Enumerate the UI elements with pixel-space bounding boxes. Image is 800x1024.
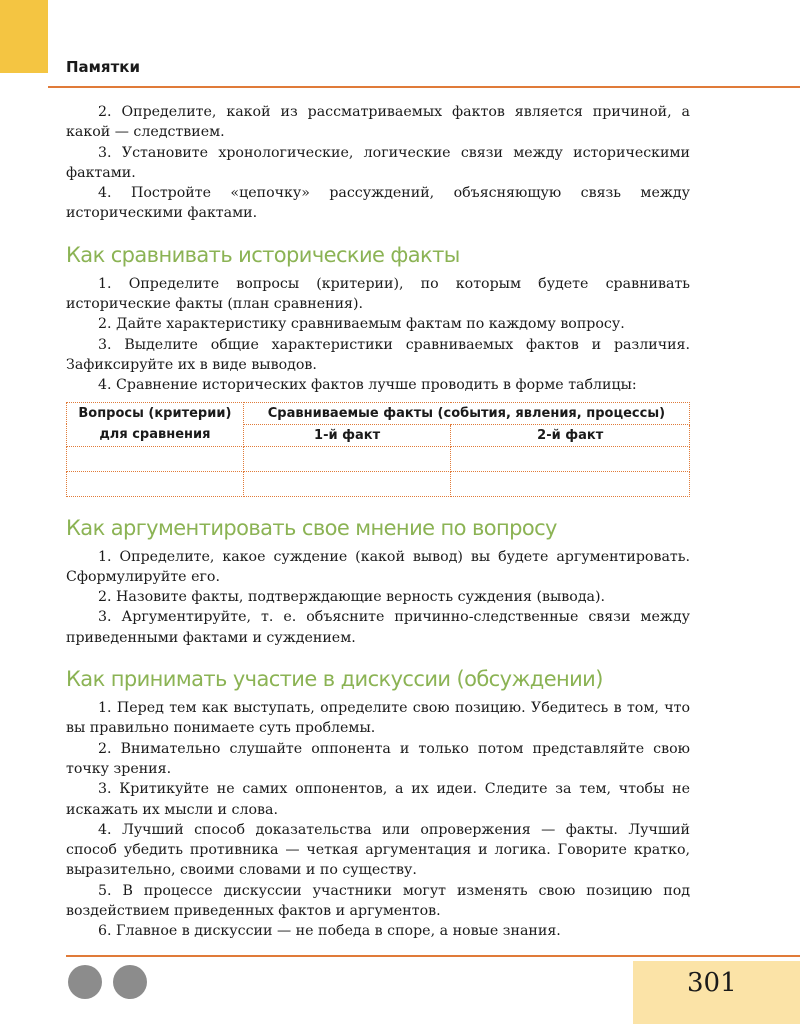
- discussion-item-4: 4. Лучший способ доказательства или опровержения — факты. Лучший способ убедить противника — четкая аргументация и логика. Говорите кратко, выразительно, своими словами и по существу.: [66, 821, 690, 879]
- comparison-table: [66, 402, 690, 497]
- table-cell: [67, 471, 244, 496]
- discussion-item-3: 3. Критикуйте не самих оппонентов, а их идеи. Следите за тем, чтобы не искажать их мысли и слова.: [66, 781, 690, 818]
- table-cell: [451, 471, 690, 496]
- intro-item-4: 4. Постройте «цепочку» рассуждений, объясняющую связь между историческими фактами.: [66, 185, 690, 222]
- decorative-circle-left: [68, 965, 102, 999]
- section-heading-compare: Как сравнивать исторические факты: [66, 242, 460, 267]
- table-header-fact-1: 1-й факт: [243, 424, 451, 446]
- compare-item-1: 1. Определите вопросы (критерии), по которым будете сравнивать исторические факты (план сравнения).: [66, 275, 690, 313]
- table-cell: [67, 446, 244, 471]
- argue-item-2: 2. Назовите факты, подтверждающие верность суждения (вывода).: [98, 589, 606, 606]
- table-cell: [243, 446, 451, 471]
- section-heading-argue: Как аргументировать свое мнение по вопросу: [66, 515, 557, 540]
- discussion-item-1: 1. Перед тем как выступать, определите свою позицию. Убедитесь в том, что вы правильно понимаете суть проблемы.: [66, 700, 690, 737]
- table-cell: [451, 446, 690, 471]
- table-cell: [243, 471, 451, 496]
- table-header-criteria: Вопросы (критерии) для сравнения: [67, 402, 244, 446]
- table-header-group: Сравниваемые факты (события, явления, процессы): [243, 402, 689, 424]
- header-rule: [48, 86, 800, 88]
- discussion-item-6: 6. Главное в дискуссии — не победа в споре, а новые знания.: [98, 923, 561, 940]
- corner-tab-decoration: [0, 0, 48, 73]
- footer-rule: [66, 955, 800, 957]
- decorative-circle-right: [113, 965, 147, 999]
- table-row: [67, 471, 690, 496]
- compare-item-3: 3. Выделите общие характеристики сравниваемых фактов и различия. Зафиксируйте их в виде выводов.: [66, 336, 690, 373]
- table-header-fact-2: 2-й факт: [451, 424, 690, 446]
- discussion-item-5: 5. В процессе дискуссии участники могут изменять свою позицию под воздействием приведенных фактов и аргументов.: [66, 882, 690, 920]
- table-row: [67, 446, 690, 471]
- section-heading-discussion: Как принимать участие в дискуссии (обсуждении): [66, 667, 603, 692]
- intro-item-2: 2. Определите, какой из рассматриваемых фактов является причиной, а какой — следствием.: [66, 104, 690, 141]
- page-content: [66, 102, 690, 942]
- argue-item-1: 1. Определите, какое суждение (какой вывод) вы будете аргументировать. Сформулируйте его.: [66, 548, 690, 585]
- intro-item-3: 3. Установите хронологические, логические связи между историческими фактами.: [66, 144, 690, 181]
- argue-item-3: 3. Аргументируйте, т. е. объясните причинно-следственные связи между приведенными фактами и суждением.: [66, 609, 690, 646]
- discussion-item-2: 2. Внимательно слушайте оппонента и только потом представляйте свою точку зрения.: [66, 740, 690, 777]
- page-number: 301: [687, 968, 737, 998]
- running-header: Памятки: [66, 58, 140, 76]
- compare-item-2: 2. Дайте характеристику сравниваемым фактам по каждому вопросу.: [98, 316, 625, 333]
- compare-item-4: 4. Сравнение исторических фактов лучше проводить в форме таблицы:: [98, 377, 637, 394]
